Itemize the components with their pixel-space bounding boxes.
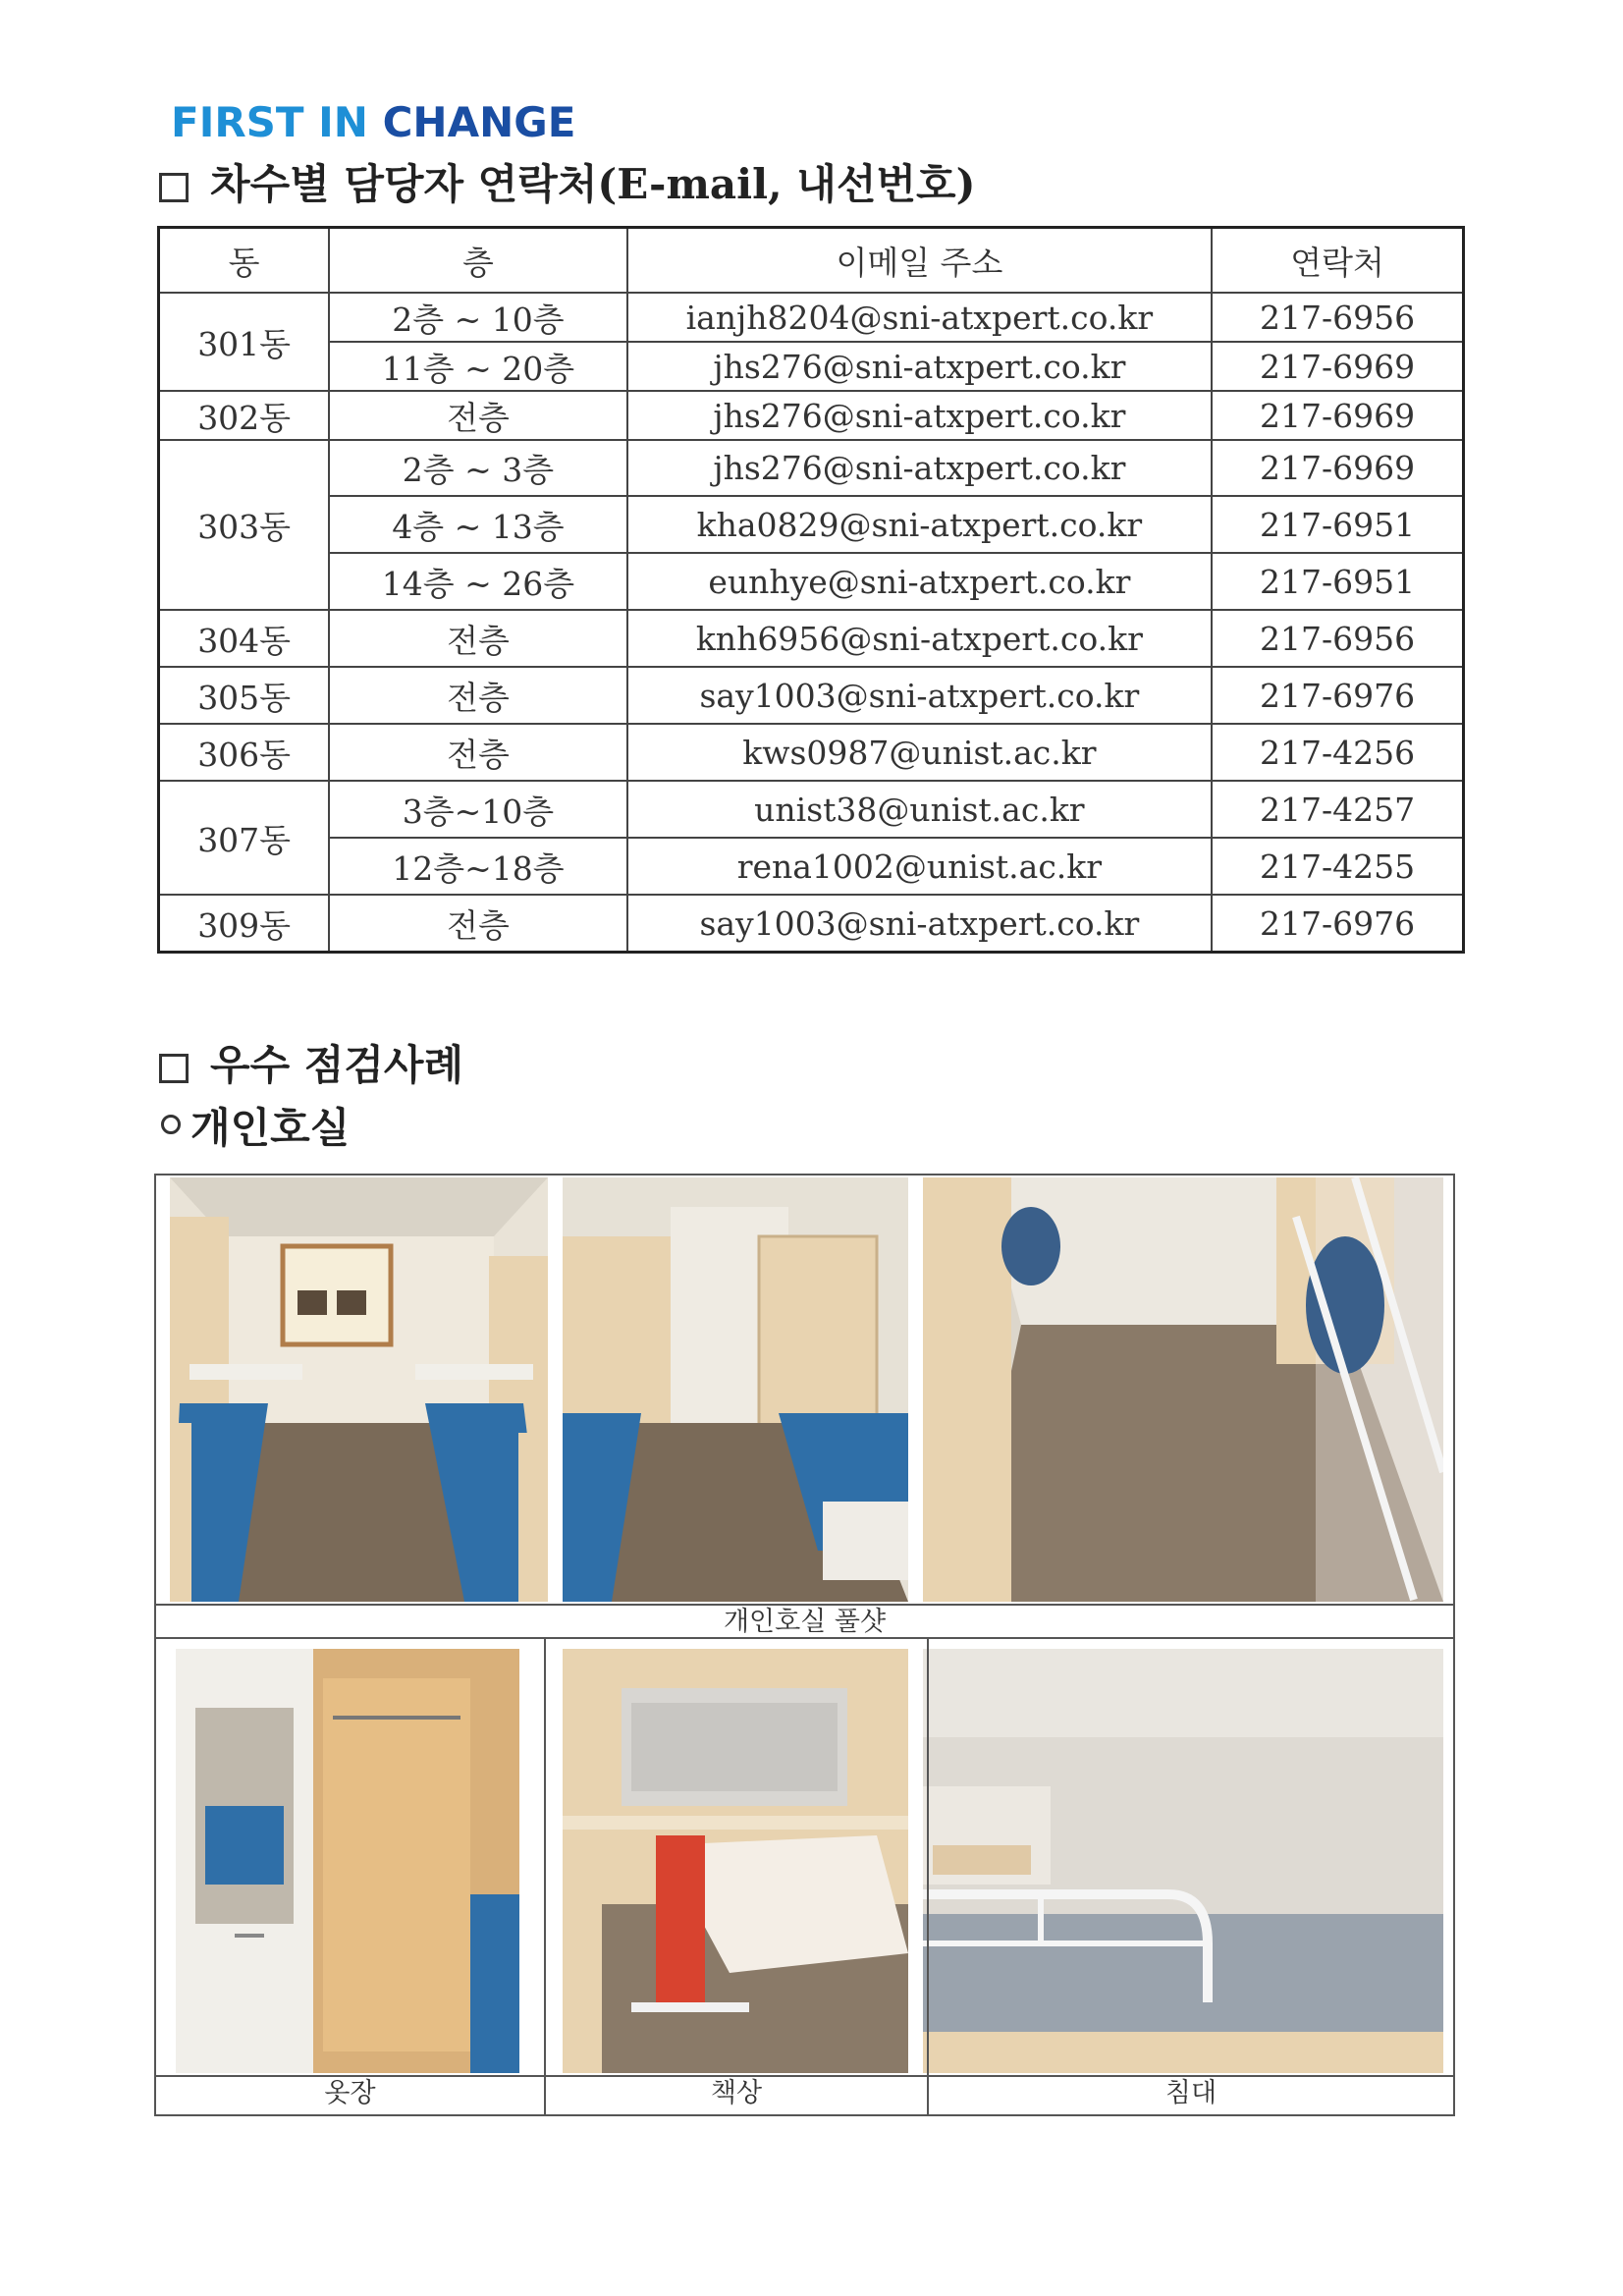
header-email: 이메일 주소 — [627, 228, 1212, 294]
cell-email: say1003@sni-atxpert.co.kr — [627, 895, 1212, 953]
cell-email: ianjh8204@sni-atxpert.co.kr — [627, 293, 1212, 342]
photo-gallery — [154, 1174, 1455, 2116]
caption-full-shot: 개인호실 풀샷 — [723, 1607, 887, 1637]
contacts-table — [157, 226, 1465, 954]
section-title-best-cases — [159, 1033, 463, 1092]
cell-floor: 4층 ~ 13층 — [329, 496, 626, 553]
cell-phone: 217-6969 — [1212, 440, 1463, 496]
cell-phone: 217-6969 — [1212, 342, 1463, 391]
cell-building: 304동 — [159, 610, 330, 667]
brand-part1: FIRST IN — [171, 98, 368, 146]
section-title-contacts-text: 차수별 담당자 연락처(E-mail, 내선번호) — [210, 160, 976, 208]
photo-bed — [923, 1649, 1443, 2073]
cell-phone: 217-4256 — [1212, 724, 1463, 781]
cell-email: knh6956@sni-atxpert.co.kr — [627, 610, 1212, 667]
cell-email: eunhye@sni-atxpert.co.kr — [627, 553, 1212, 610]
cell-building: 303동 — [159, 440, 330, 610]
cell-email: say1003@sni-atxpert.co.kr — [627, 667, 1212, 724]
cell-phone: 217-6951 — [1212, 553, 1463, 610]
section-title-contacts — [159, 152, 975, 211]
cell-floor: 전층 — [329, 724, 626, 781]
subsection-title-private-room-text: 개인호실 — [190, 1104, 351, 1152]
table-row — [159, 553, 1464, 610]
photo-closet — [176, 1649, 519, 2073]
header-floor: 층 — [329, 228, 626, 294]
cell-email: rena1002@unist.ac.kr — [627, 838, 1212, 895]
cell-phone: 217-4255 — [1212, 838, 1463, 895]
cell-building: 306동 — [159, 724, 330, 781]
photo-room-overview-3 — [923, 1177, 1443, 1602]
checkbox-square-icon — [159, 173, 189, 202]
cell-email: kws0987@unist.ac.kr — [627, 724, 1212, 781]
cell-email: jhs276@sni-atxpert.co.kr — [627, 440, 1212, 496]
cell-phone: 217-6976 — [1212, 895, 1463, 953]
table-row — [159, 342, 1464, 391]
subsection-title-private-room — [161, 1096, 350, 1155]
caption-row-items — [156, 2075, 1453, 2114]
cell-building: 301동 — [159, 293, 330, 391]
cell-phone: 217-6969 — [1212, 391, 1463, 440]
table-header-row — [159, 228, 1464, 294]
cell-floor: 2층 ~ 10층 — [329, 293, 626, 342]
table-row — [159, 391, 1464, 440]
cell-floor: 2층 ~ 3층 — [329, 440, 626, 496]
cell-phone: 217-6956 — [1212, 610, 1463, 667]
cell-floor: 전층 — [329, 895, 626, 953]
cell-email: kha0829@sni-atxpert.co.kr — [627, 496, 1212, 553]
cell-phone: 217-6976 — [1212, 667, 1463, 724]
divider — [544, 1639, 546, 2116]
cell-building: 302동 — [159, 391, 330, 440]
cell-email: jhs276@sni-atxpert.co.kr — [627, 342, 1212, 391]
cell-phone: 217-6956 — [1212, 293, 1463, 342]
header-building: 동 — [159, 228, 330, 294]
cell-email: unist38@unist.ac.kr — [627, 781, 1212, 838]
cell-phone: 217-6951 — [1212, 496, 1463, 553]
table-row — [159, 496, 1464, 553]
table-row — [159, 440, 1464, 496]
cell-building: 307동 — [159, 781, 330, 895]
photo-room-overview-2 — [563, 1177, 908, 1602]
divider — [927, 1639, 929, 2116]
cell-floor: 11층 ~ 20층 — [329, 342, 626, 391]
circle-bullet-icon — [161, 1115, 181, 1134]
cell-floor: 전층 — [329, 667, 626, 724]
brand-logo — [171, 98, 575, 146]
table-row — [159, 724, 1464, 781]
cell-floor: 전층 — [329, 610, 626, 667]
brand-part2: CHANGE — [382, 98, 576, 146]
cell-building: 309동 — [159, 895, 330, 953]
caption-closet: 옷장 — [324, 2078, 376, 2108]
cell-building: 305동 — [159, 667, 330, 724]
photo-room-overview-1 — [170, 1177, 548, 1602]
section-title-best-cases-text: 우수 점검사례 — [210, 1041, 464, 1089]
cell-floor: 12층~18층 — [329, 838, 626, 895]
cell-email: jhs276@sni-atxpert.co.kr — [627, 391, 1212, 440]
cell-phone: 217-4257 — [1212, 781, 1463, 838]
caption-row-full — [156, 1604, 1453, 1639]
checkbox-square-icon — [159, 1054, 189, 1083]
table-row — [159, 838, 1464, 895]
table-row — [159, 293, 1464, 342]
table-row — [159, 667, 1464, 724]
cell-floor: 3층~10층 — [329, 781, 626, 838]
table-row — [159, 781, 1464, 838]
table-row — [159, 895, 1464, 953]
header-phone: 연락처 — [1212, 228, 1463, 294]
caption-bed: 침대 — [1164, 2078, 1217, 2108]
table-row — [159, 610, 1464, 667]
cell-floor: 14층 ~ 26층 — [329, 553, 626, 610]
photo-desk — [563, 1649, 908, 2073]
cell-floor: 전층 — [329, 391, 626, 440]
caption-desk: 책상 — [710, 2078, 763, 2108]
